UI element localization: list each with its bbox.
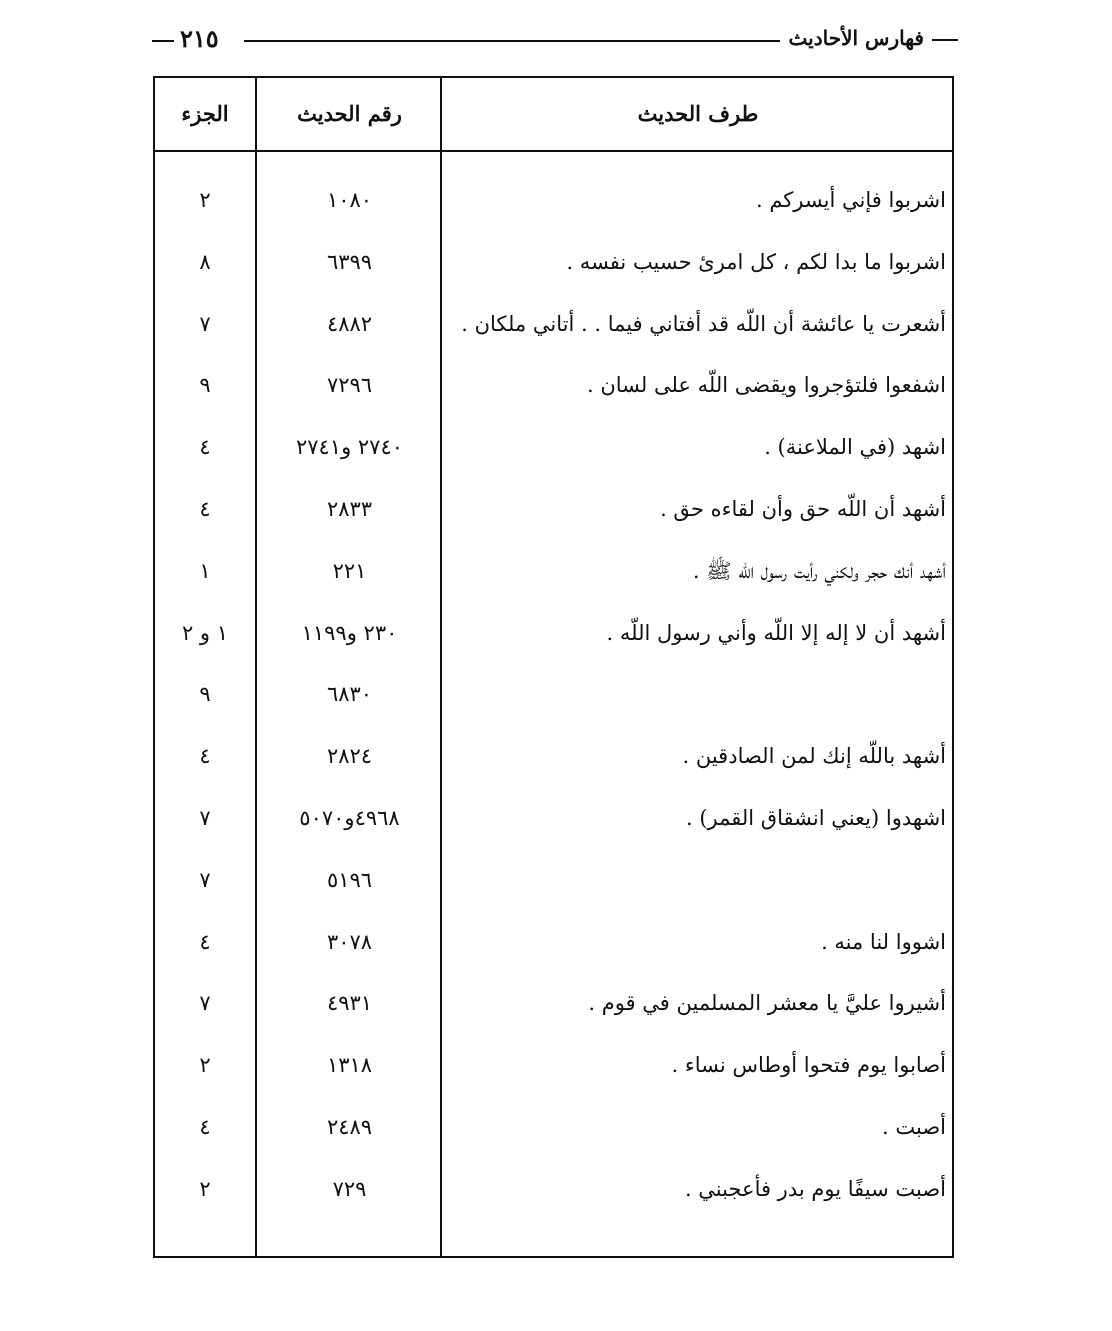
table-row: [155, 170, 952, 232]
hadith-number-cell: ٢٢١: [332, 558, 367, 583]
table-row: [155, 1159, 952, 1221]
hadith-text-cell: أشيروا عليَّ يا معشر المسلمين في قوم .: [588, 991, 946, 1016]
part-cell: ١ و ٢: [181, 620, 229, 645]
table-header-row: [155, 78, 952, 152]
part-cell: ٢: [199, 1053, 211, 1078]
part-cell: ٤: [199, 435, 211, 460]
table-row: [155, 417, 952, 479]
part-cell: ١: [199, 558, 211, 583]
hadith-number-cell: ٦٨٣٠: [326, 682, 373, 707]
part-cell: ٩: [199, 373, 211, 398]
table-row: [155, 1097, 952, 1159]
hadith-text-cell: اشفعوا فلتؤجروا ويقضى اللّه على لسان .: [586, 373, 946, 398]
table-row: [155, 726, 952, 788]
hadith-text-cell: أصبت سيفًا يوم بدر فأعجبني .: [684, 1176, 946, 1201]
part-cell: ٢: [199, 188, 211, 212]
header-rule: [244, 40, 780, 42]
part-cell: ٤: [199, 1114, 211, 1139]
hadith-number-cell: ٤٨٨٢: [326, 311, 373, 336]
table-row: [155, 664, 952, 726]
hadith-text-cell: [450, 850, 946, 912]
column-header-part: الجزء: [181, 101, 229, 126]
part-cell: ٢: [199, 1176, 211, 1201]
hadith-number-cell: ٦٣٩٩: [326, 249, 373, 274]
column-header-number: رقم الحديث: [297, 101, 402, 126]
page-number: ٢١٥: [152, 24, 233, 53]
hadith-number-cell: ٢٨٣٣: [326, 496, 373, 521]
hadith-text-cell: اشربوا فإني أيسركم .: [755, 188, 946, 212]
hadith-text-cell: أشهد باللّه إنك لمن الصادقين .: [682, 744, 946, 769]
part-cell: ٤: [199, 744, 211, 769]
hadith-text-cell: أشعرت يا عائشة أن اللّه قد أفتاني فيما . . أتاني ملكان .: [461, 311, 946, 336]
hadith-text-cell: أصابوا يوم فتحوا أوطاس نساء .: [671, 1053, 946, 1078]
hadith-number-cell: ٢٣٠ و١١٩٩: [301, 620, 398, 645]
column-header-hadith: طرف الحديث: [637, 101, 759, 126]
table-row: [155, 232, 952, 294]
hadith-number-cell: ٢٤٨٩: [326, 1114, 373, 1139]
hadith-text-cell: أشهد أنك حجر ولكني رأيت رسول اللّه ﷺ .: [692, 558, 946, 583]
part-cell: ٨: [199, 249, 211, 274]
hadith-text-cell: اشووا لنا منه .: [821, 929, 946, 954]
hadith-number-cell: ٧٢٩٦: [326, 373, 373, 398]
hadith-number-cell: ٣٠٧٨: [326, 929, 373, 954]
table-row: [155, 1035, 952, 1097]
part-cell: ٩: [199, 682, 211, 707]
table-row: [155, 850, 952, 912]
running-title: فهارس الأحاديث: [789, 26, 958, 50]
hadith-text-cell: اشهدوا (يعني انشقاق القمر) .: [686, 805, 946, 830]
page-header: [152, 24, 958, 58]
hadith-number-cell: ٤٩٦٨و٥٠٧٠: [299, 805, 400, 830]
part-cell: ٧: [199, 991, 211, 1016]
hadith-number-cell: ٢٨٢٤: [326, 744, 373, 769]
table-row: [155, 479, 952, 541]
part-cell: ٧: [199, 311, 211, 336]
part-cell: ٧: [199, 805, 211, 830]
hadith-number-cell: ٤٩٣١: [326, 991, 373, 1016]
table-row: [155, 603, 952, 665]
hadith-text-cell: اشربوا ما بدا لكم ، كل امرئ حسيب نفسه .: [566, 249, 946, 274]
table-row: [155, 355, 952, 417]
hadith-index-table: [153, 76, 954, 1258]
table-row: [155, 912, 952, 974]
hadith-number-cell: ١٠٨٠: [326, 188, 373, 212]
table-row: [155, 294, 952, 356]
part-cell: ٤: [199, 929, 211, 954]
hadith-text-cell: اشهد (في الملاعنة) .: [764, 435, 946, 460]
hadith-number-cell: ٧٢٩: [332, 1176, 367, 1201]
table-body: [155, 170, 952, 1221]
hadith-number-cell: ٢٧٤٠ و٢٧٤١: [295, 435, 404, 460]
hadith-text-cell: أصبت .: [882, 1114, 946, 1139]
hadith-number-cell: ٥١٩٦: [326, 867, 373, 892]
hadith-number-cell: ١٣١٨: [326, 1053, 373, 1078]
hadith-text-cell: [450, 664, 946, 726]
table-row: [155, 541, 952, 603]
hadith-text-cell: أشهد أن اللّه حق وأن لقاءه حق .: [660, 496, 946, 521]
table-row: [155, 788, 952, 850]
part-cell: ٧: [199, 867, 211, 892]
part-cell: ٤: [199, 496, 211, 521]
hadith-text-cell: أشهد أن لا إله إلا اللّه وأني رسول اللّه .: [606, 620, 946, 645]
table-row: [155, 973, 952, 1035]
